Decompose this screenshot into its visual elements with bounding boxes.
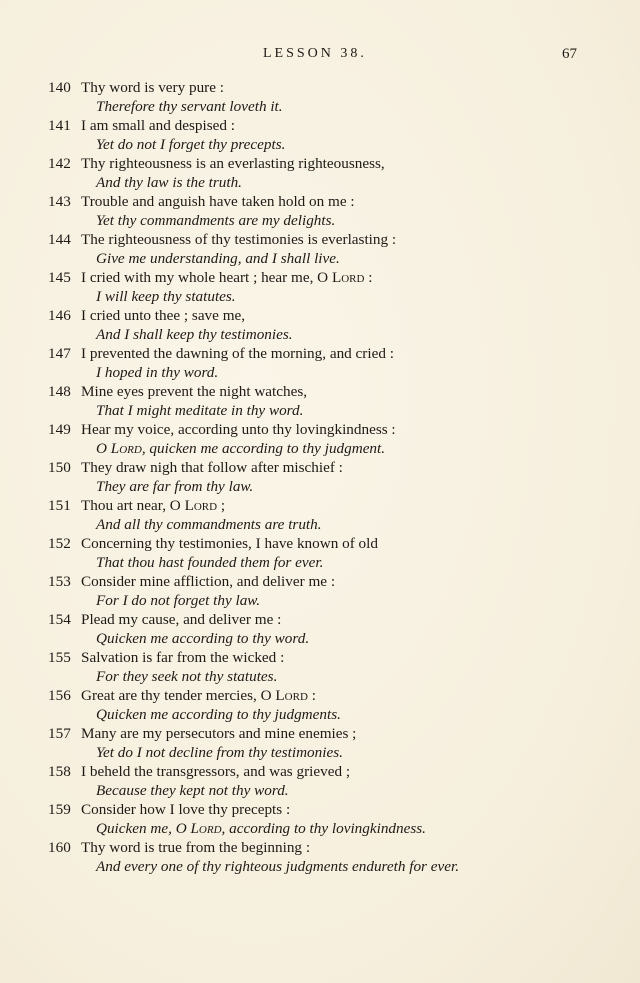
text-segment: I beheld the transgressors, and was grieved ; [81,763,351,780]
verse [48,610,628,648]
verse-number: 153 [48,573,71,590]
verse-response-line [48,591,628,610]
text-segment: I will keep thy statutes. [96,288,236,305]
verse-first-line [48,572,628,591]
verse [48,420,628,458]
verse-number: 144 [48,231,71,248]
text-segment: I cried unto thee ; save me, [81,307,246,324]
text-segment: Consider how I love thy precepts : [81,801,291,818]
verse-number: 155 [48,649,71,666]
verse-number: 148 [48,383,71,400]
verse-first-line [48,534,628,553]
verse [48,78,628,116]
text-segment: Because they kept not thy word. [96,782,289,799]
text-segment: Salvation is far from the wicked : [81,649,285,666]
verse-first-text [81,307,245,324]
verse [48,192,628,230]
verse-number: 145 [48,269,71,286]
text-segment: I am small and despised : [81,117,235,134]
verse-number: 141 [48,117,71,134]
verse [48,382,628,420]
verse-number: 147 [48,345,71,362]
verse-first-line [48,838,628,857]
divine-name: Lord [184,497,218,514]
verse-number: 157 [48,725,71,742]
text-segment: They are far from thy law. [96,478,254,495]
text-segment: For they seek not thy statutes. [96,668,278,685]
lesson-title: LESSON 38. [263,46,367,61]
text-segment: Consider mine affliction, and deliver me : [81,573,336,590]
verse-first-text [81,345,394,362]
text-segment: Therefore thy servant loveth it. [96,98,283,115]
verse-response-line [48,667,628,686]
verse-first-line [48,458,628,477]
verse-number: 143 [48,193,71,210]
verse-first-text [81,573,335,590]
verse-first-text [81,839,310,856]
verse-first-line [48,686,628,705]
verse-first-line [48,610,628,629]
text-segment: The righteousness of thy testimonies is everlasting : [81,231,397,248]
verse-response-line [48,401,628,420]
verse-first-text [81,687,316,704]
verse-first-line [48,762,628,781]
verse-response-line [48,325,628,344]
text-segment: , according to thy lovingkindness. [221,820,426,837]
verse-first-line [48,648,628,667]
verse [48,458,628,496]
text-segment: I cried with my whole heart ; hear me, O [81,269,332,286]
verse-number: 149 [48,421,71,438]
verse-first-line [48,496,628,515]
text-segment: Great are thy tender mercies, O [81,687,276,704]
verse-response-line [48,363,628,382]
verse-first-text [81,79,224,96]
verse-first-text [81,763,350,780]
verse [48,496,628,534]
text-segment: Trouble and anguish have taken hold on me : [81,193,355,210]
verse [48,838,628,876]
text-segment: Plead my cause, and deliver me : [81,611,282,628]
verse-response-line [48,629,628,648]
verse-response-line [48,515,628,534]
verse-first-line [48,724,628,743]
verse-first-text [81,231,396,248]
text-segment: , quicken me according to thy judgment. [141,440,386,457]
verse-first-line [48,382,628,401]
verse-first-text [81,611,281,628]
verse-first-text [81,535,378,552]
divine-name: Lord [190,820,222,837]
divine-name: Lord [331,269,365,286]
verse-number: 156 [48,687,71,704]
text-segment: Concerning thy testimonies, I have known of old [81,535,378,552]
running-head [0,46,640,66]
text-segment: That I might meditate in thy word. [96,402,304,419]
verse-first-line [48,116,628,135]
verse-first-text [81,725,356,742]
text-segment: Many are my persecutors and mine enemies ; [81,725,357,742]
verse-first-line [48,268,628,287]
text-segment: ; [217,497,226,514]
verse-response-line [48,477,628,496]
text-segment: I prevented the dawning of the morning, and cried : [81,345,394,362]
text-segment: And thy law is the truth. [96,174,242,191]
verse-number: 150 [48,459,71,476]
verse-first-line [48,78,628,97]
verse [48,116,628,154]
verse-first-text [81,193,355,210]
verse-number: 146 [48,307,71,324]
verse-first-text [81,421,396,438]
divine-name: Lord [110,440,142,457]
verse-number: 152 [48,535,71,552]
verse-first-line [48,800,628,819]
text-segment: Hear my voice, according unto thy lovingkindness : [81,421,396,438]
text-segment: Yet thy commandments are my delights. [96,212,336,229]
verse-response-line [48,249,628,268]
verse-first-line [48,230,628,249]
verse-number: 151 [48,497,71,514]
text-segment: Thy word is true from the beginning : [81,839,311,856]
text-segment: Yet do not I forget thy precepts. [96,136,286,153]
verse-number: 142 [48,155,71,172]
text-segment: Thou art near, O [81,497,185,514]
verse-number: 159 [48,801,71,818]
verse [48,648,628,686]
verse-first-line [48,420,628,439]
text-segment: That thou hast founded them for ever. [96,554,324,571]
verse [48,534,628,572]
text-segment: Thy righteousness is an everlasting righteousness, [81,155,385,172]
text-segment: Quicken me according to thy word. [96,630,310,647]
verse [48,230,628,268]
text-segment: And every one of thy righteous judgments endureth for ever. [96,858,460,875]
verse-response-line [48,781,628,800]
text-segment: I hoped in thy word. [96,364,219,381]
text-segment: : [364,269,373,286]
text-segment: Mine eyes prevent the night watches, [81,383,308,400]
verse-response-line [48,211,628,230]
verse [48,762,628,800]
verse-response-line [48,857,628,876]
verse-number: 160 [48,839,71,856]
text-segment: O [96,440,111,457]
verse-response-line [48,287,628,306]
text-segment: And all thy commandments are truth. [96,516,322,533]
verse [48,572,628,610]
verse-number: 154 [48,611,71,628]
verse-first-text [81,383,307,400]
verse [48,268,628,306]
text-segment: They draw nigh that follow after mischief : [81,459,343,476]
text-segment: Quicken me, O [96,820,191,837]
verse-list [48,78,628,876]
divine-name: Lord [275,687,308,704]
verse-first-text [81,155,385,172]
verse-first-line [48,154,628,173]
verse [48,686,628,724]
verse-first-text [81,117,235,134]
verse-first-line [48,344,628,363]
verse-first-text [81,269,372,286]
verse [48,344,628,382]
verse-first-line [48,192,628,211]
verse [48,306,628,344]
verse-response-line [48,439,628,458]
verse-response-line [48,553,628,572]
verse-response-line [48,173,628,192]
verse [48,724,628,762]
text-segment: Give me understanding, and I shall live. [96,250,340,267]
verse-first-text [81,459,343,476]
text-segment: For I do not forget thy law. [96,592,261,609]
text-segment: : [307,687,316,704]
text-segment: Thy word is very pure : [81,79,224,96]
verse [48,800,628,838]
verse-response-line [48,743,628,762]
verse-response-line [48,135,628,154]
page-number: 67 [562,46,577,62]
verse-response-line [48,705,628,724]
verse-response-line [48,97,628,116]
verse-first-line [48,306,628,325]
text-segment: Quicken me according to thy judgments. [96,706,341,723]
verse-number: 158 [48,763,71,780]
text-segment: Yet do I not decline from thy testimonies. [96,744,343,761]
verse-number: 140 [48,79,71,96]
verse-first-text [81,801,290,818]
verse-first-text [81,649,284,666]
verse-response-line [48,819,628,838]
text-segment: And I shall keep thy testimonies. [96,326,293,343]
verse-first-text [81,497,225,514]
verse [48,154,628,192]
